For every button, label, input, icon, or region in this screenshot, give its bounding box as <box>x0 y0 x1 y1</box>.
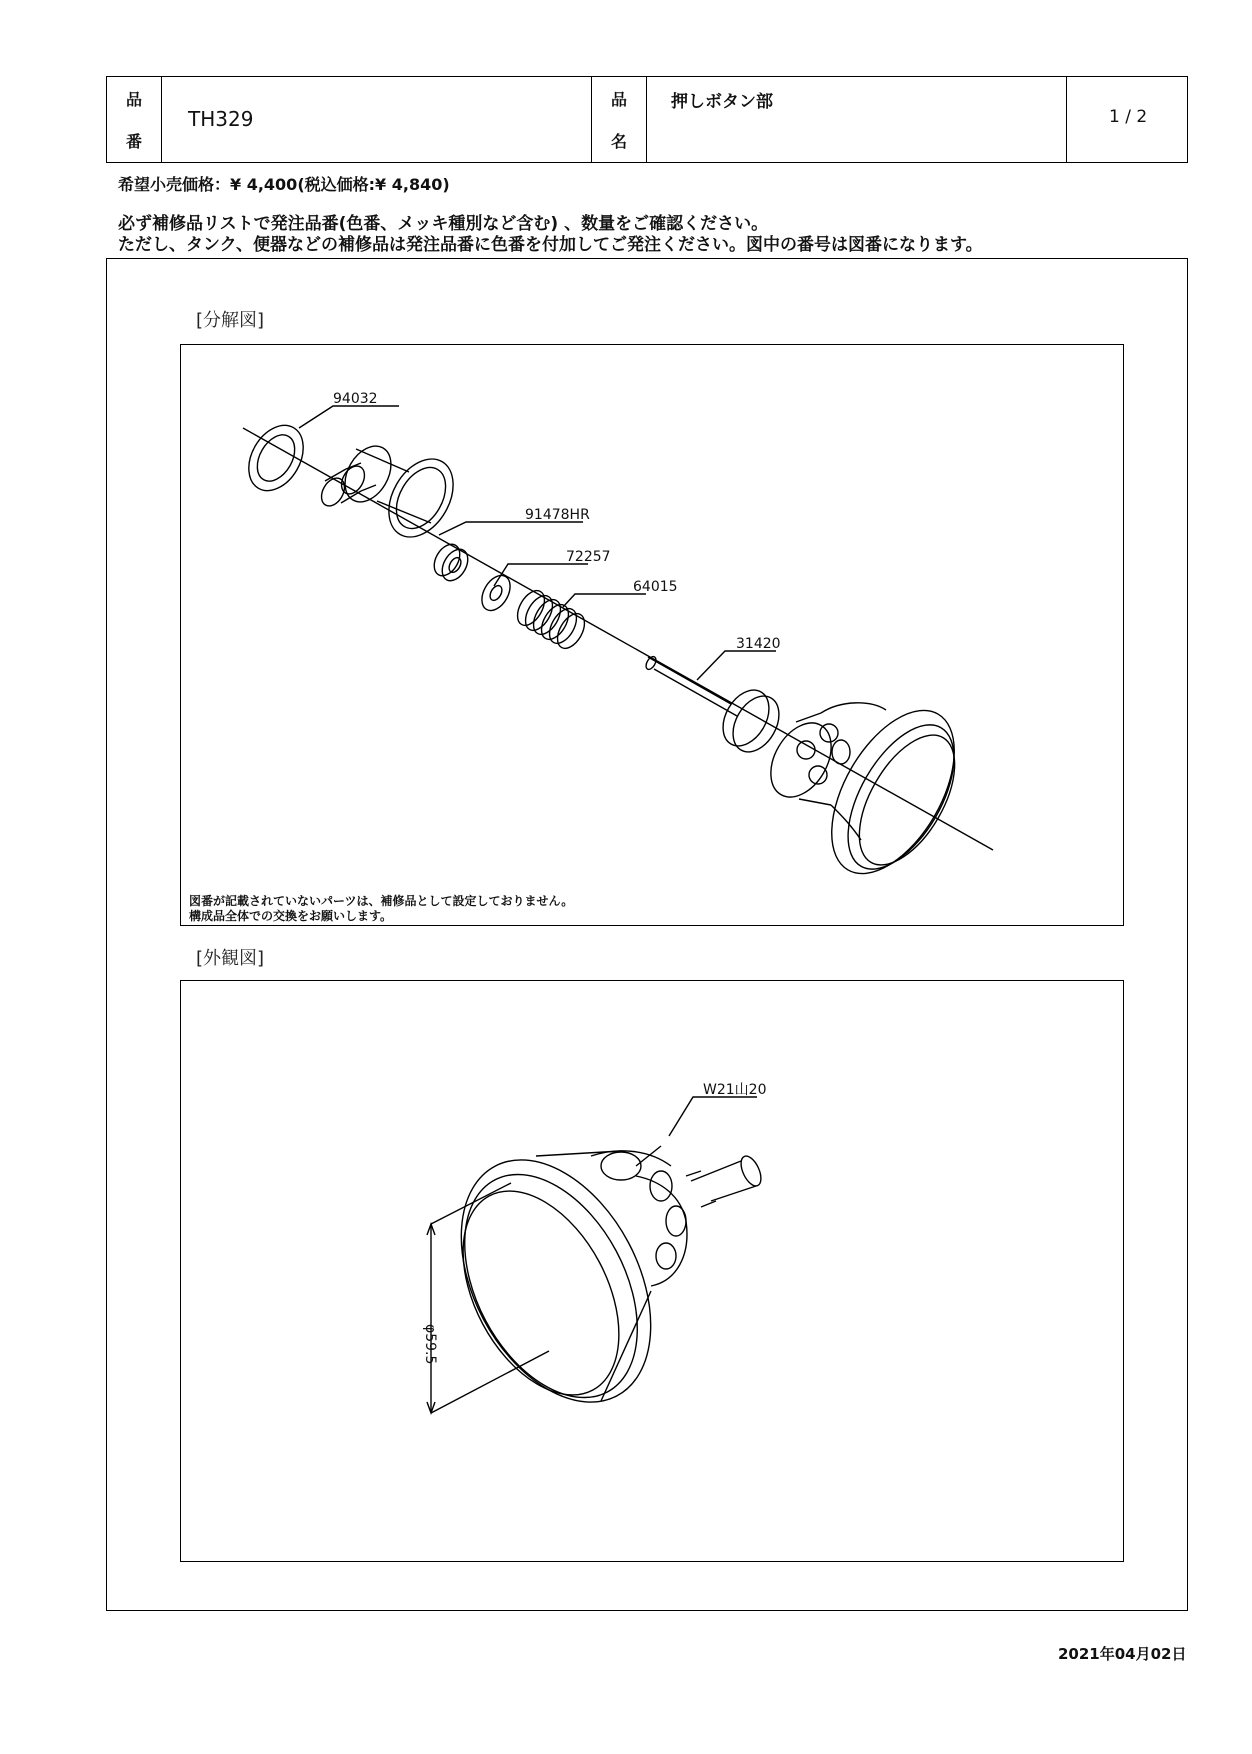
notice-line-2: ただし、タンク、便器などの補修品は発注品番に色番を付加してご発注ください。図中の番号は図番になります。 <box>118 235 983 255</box>
page-cell <box>1067 77 1187 162</box>
part-91478HR-nut <box>429 540 473 585</box>
exploded-view-title: [分解図] <box>196 310 265 331</box>
part-number-label-2: 番 <box>126 132 143 151</box>
part-94032-o-ring <box>238 416 315 501</box>
part-31420-stem <box>644 655 788 760</box>
part-guide-body <box>317 438 466 548</box>
exterior-view-drawing <box>181 981 1123 1561</box>
footnote-line-2: 構成品全体での交換をお願いします。 <box>189 909 393 923</box>
part-72257-washer <box>476 571 516 616</box>
footnote-line-1: 図番が記載されていないパーツは、補修品として設定しておりません。 <box>189 894 574 908</box>
part-name-cell <box>647 77 1067 162</box>
part-number-label-1: 品 <box>126 90 143 109</box>
exterior-view-title: [外観図] <box>196 948 265 969</box>
part-number: TH329 <box>188 107 254 131</box>
part-name-label-1: 品 <box>611 90 628 109</box>
knob-head <box>423 1128 690 1435</box>
thread-leader <box>669 1097 757 1136</box>
page-indicator: 1 / 2 <box>1109 107 1148 127</box>
part-number-cell <box>162 77 592 162</box>
notice-line-1: 必ず補修品リストで発注品番(色番、メッキ種別など含む) 、数量をご確認ください。 <box>118 214 769 234</box>
issue-date: 2021年04月02日 <box>1058 1645 1187 1663</box>
part-name-label-cell <box>592 77 647 162</box>
exterior-view-panel <box>180 980 1124 1562</box>
part-number-label-cell <box>107 77 162 162</box>
part-name-label-2: 名 <box>611 132 628 151</box>
thread-stem <box>686 1153 765 1207</box>
exploded-view-drawing <box>181 345 1123 925</box>
part-button-cap <box>758 690 979 894</box>
callout-94032: 94032 <box>333 391 378 407</box>
callout-31420: 31420 <box>736 636 781 652</box>
callout-72257: 72257 <box>566 549 611 565</box>
price-line: 希望小売価格：¥ 4,400(税込価格:¥ 4,840) <box>118 175 450 194</box>
exploded-view-panel <box>180 344 1124 926</box>
callout-64015: 64015 <box>633 579 678 595</box>
thread-label: W21山20 <box>703 1082 767 1098</box>
part-name: 押しボタン部 <box>671 92 773 112</box>
callout-91478HR: 91478HR <box>525 507 590 523</box>
part-64015-spring <box>512 586 590 653</box>
header-table <box>106 76 1188 163</box>
diameter-label: φ59.5 <box>422 1324 438 1365</box>
